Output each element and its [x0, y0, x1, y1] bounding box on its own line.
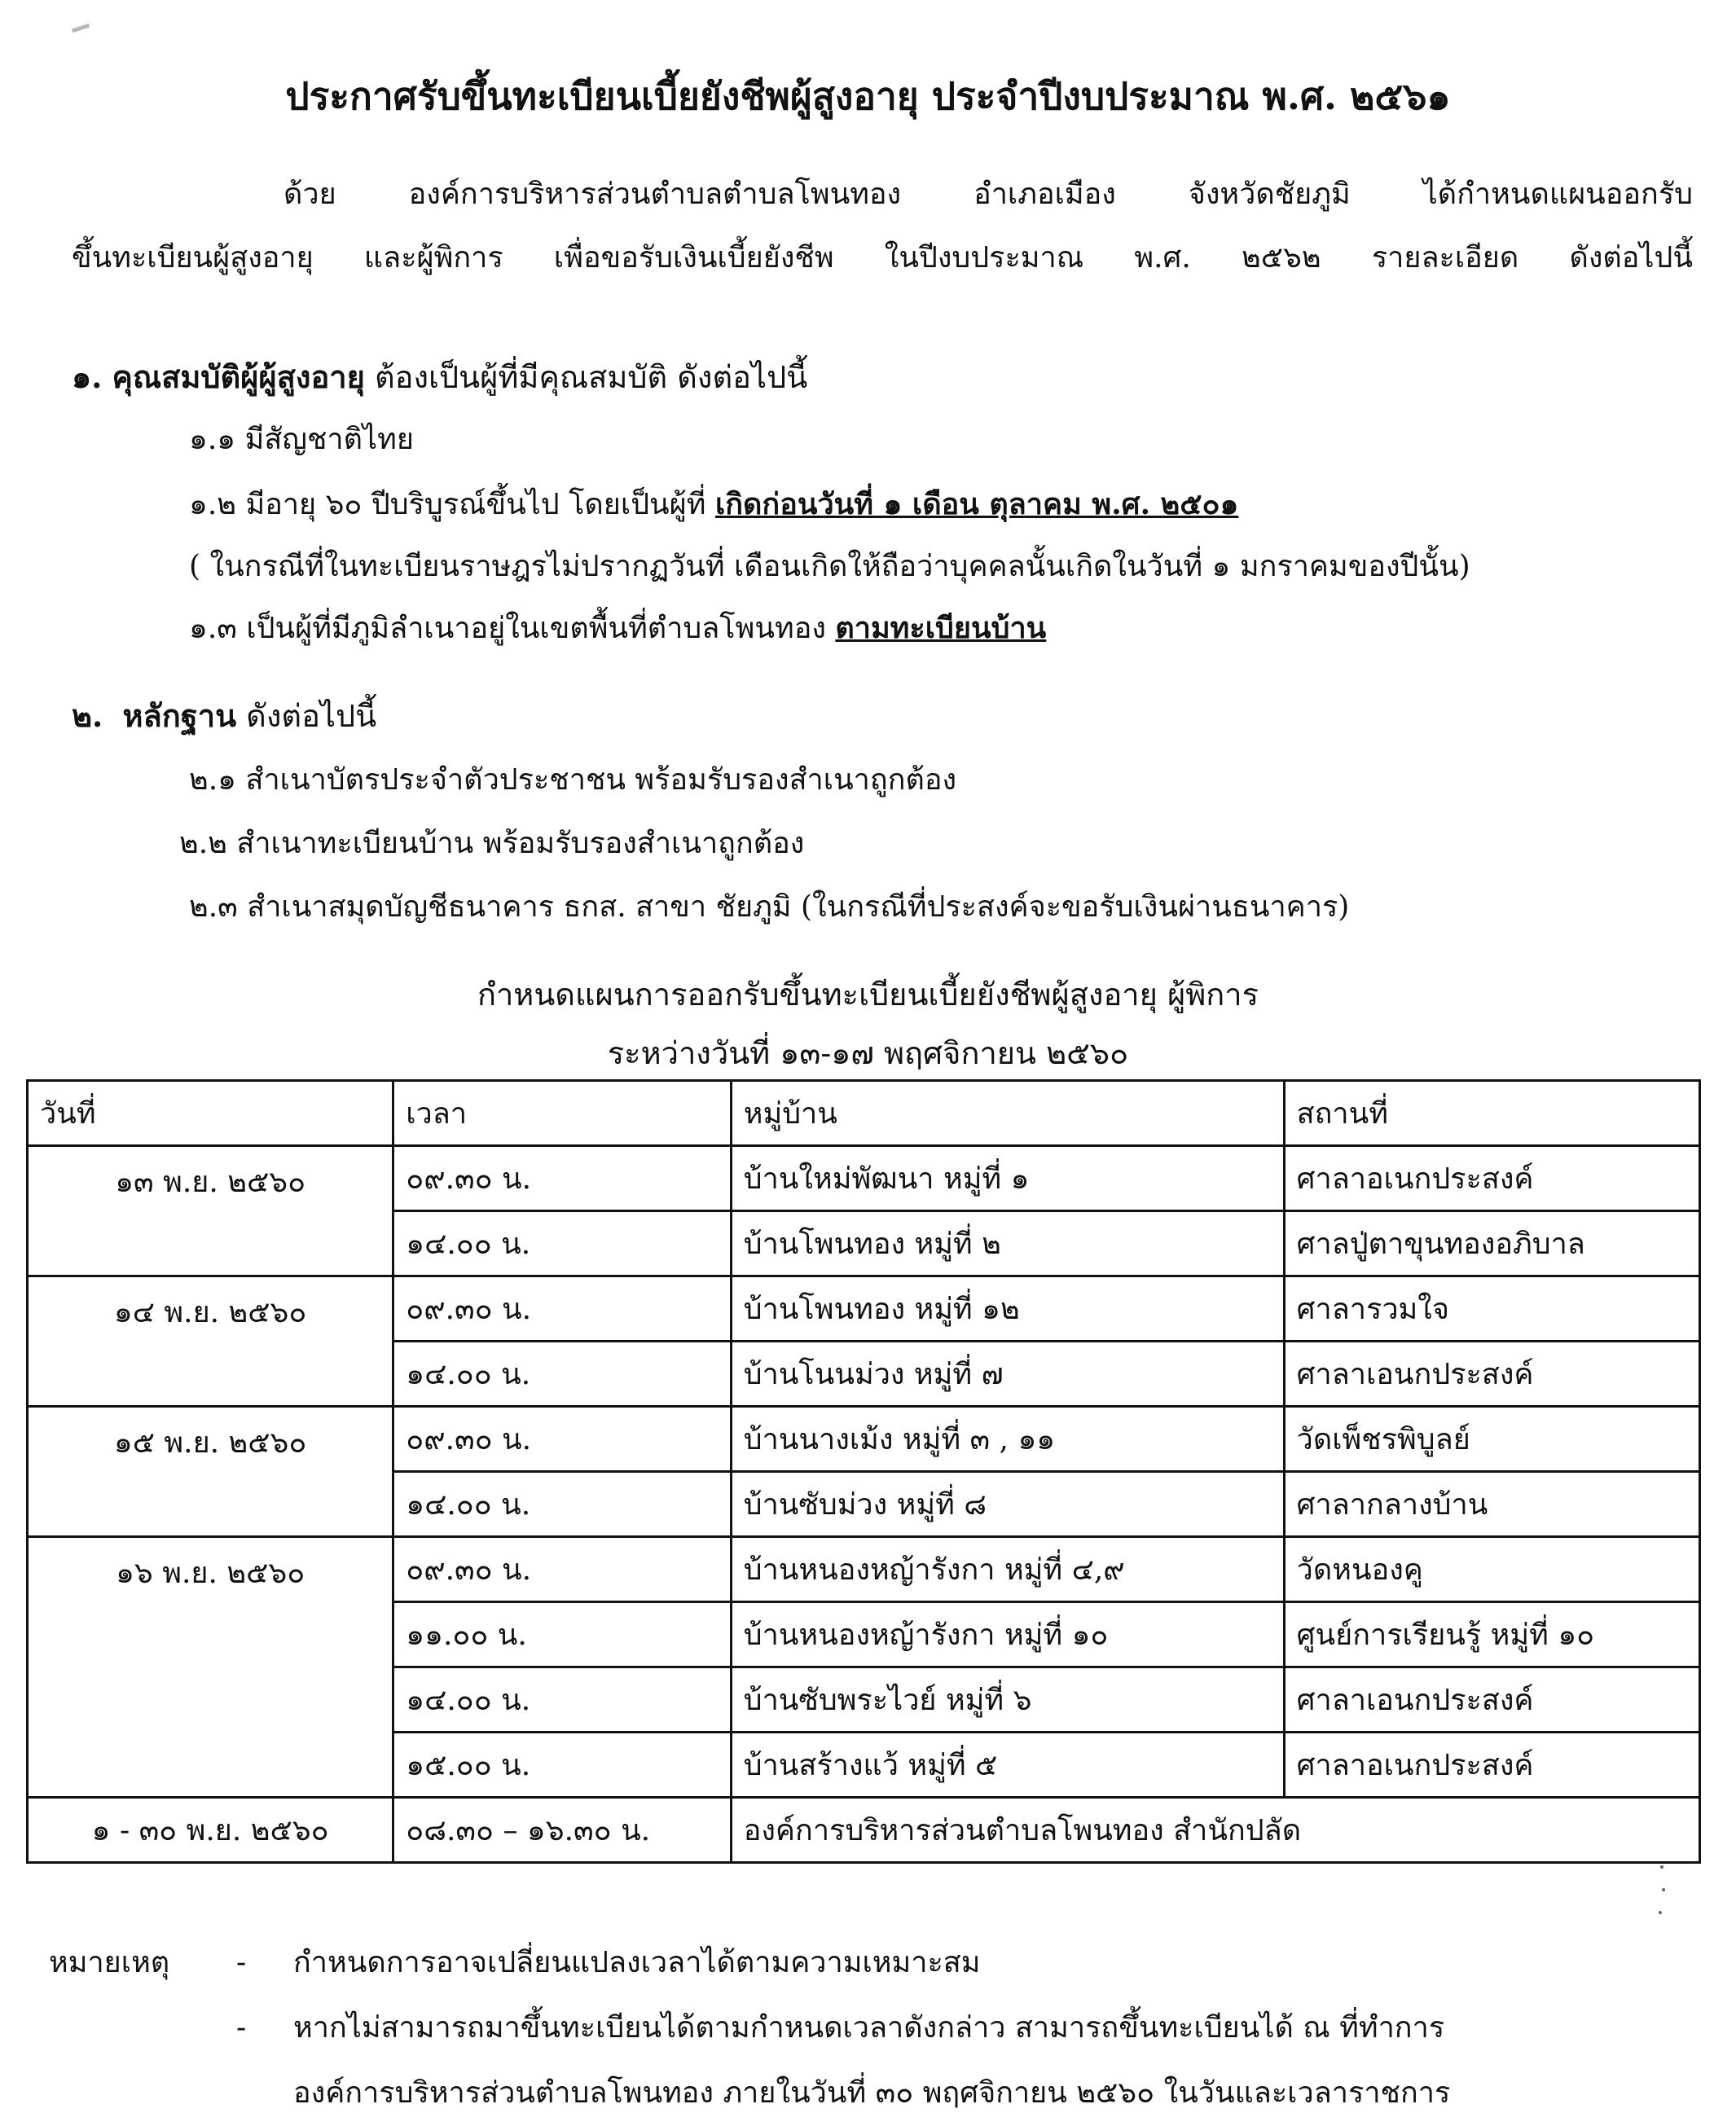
cell-village: บ้านซับม่วง หมู่ที่ ๘ — [731, 1472, 1284, 1537]
cell-village: บ้านโนนม่วง หมู่ที่ ๗ — [731, 1342, 1284, 1407]
section-2-heading — [72, 691, 376, 740]
schedule-title: กำหนดแผนการออกรับขึ้นทะเบียนเบี้ยยังชีพผู้สูงอายุ ผู้พิการ — [477, 977, 1259, 1012]
section-2-item-1: ๒.๑ สำเนาบัตรประจำตัวประชาชน พร้อมรับรองสำเนาถูกต้อง — [189, 763, 957, 797]
notes-dash-2: - — [236, 2011, 247, 2045]
cell-time: ๐๙.๓๐ น. — [393, 1276, 732, 1342]
cell-time: ๑๔.๐๐ น. — [393, 1667, 732, 1733]
cell-time: ๑๔.๐๐ น. — [393, 1211, 732, 1276]
header-place: สถานที่ — [1284, 1081, 1699, 1146]
cell-place: ศาลาอเนกประสงค์ — [1284, 1733, 1699, 1798]
section-1-item-2 — [189, 481, 1238, 527]
table-row — [28, 1146, 1700, 1211]
cell-date: ๑๓ พ.ย. ๒๕๖๐ — [28, 1146, 393, 1276]
cell-village: บ้านโพนทอง หมู่ที่ ๒ — [731, 1211, 1284, 1276]
section-2-number: ๒. — [72, 697, 103, 734]
cell-village: บ้านซับพระไวย์ หมู่ที่ ๖ — [731, 1667, 1284, 1733]
cell-place: องค์การบริหารส่วนตำบลโพนทอง สำนักปลัด — [731, 1798, 1699, 1863]
table-row — [28, 1276, 1700, 1342]
scan-speck — [1662, 1888, 1665, 1891]
intro-line-1: ด้วย องค์การบริหารส่วนตำบลตำบลโพนทอง อำเภอเมือง จังหวัดชัยภูมิ ได้กำหนดแผนออกรับ — [283, 178, 1693, 211]
intro-paragraph — [72, 163, 1693, 290]
schedule-subtitle: ระหว่างวันที่ ๑๓-๑๗ พฤศจิกายน ๒๕๖๐ — [607, 1035, 1129, 1071]
section-1-item-2-note: ( ในกรณีที่ในทะเบียนราษฎรไม่ปรากฏวันที่ เดือนเกิดให้ถือว่าบุคคลนั้นเกิดในวันที่ ๑ มกราคมของปีนั้น) — [189, 550, 1470, 583]
cell-place: วัดหนองคู — [1284, 1537, 1699, 1602]
cell-time: ๑๑.๐๐ น. — [393, 1602, 732, 1667]
cell-time: ๑๔.๐๐ น. — [393, 1472, 732, 1537]
section-2-item-3: ๒.๓ สำเนาสมุดบัญชีธนาคาร ธกส. สาขา ชัยภูมิ (ในกรณีที่ประสงค์จะขอรับเงินผ่านธนาคาร) — [189, 890, 1350, 924]
section-1-item-2-emphasis: เกิดก่อนวันที่ ๑ เดือน ตุลาคม พ.ศ. ๒๕๐๑ — [714, 487, 1239, 521]
section-1-item-3-text: ๑.๓ เป็นผู้ที่มีภูมิลำเนาอยู่ในเขตพื้นที่ตำบลโพนทอง — [189, 612, 836, 645]
cell-time: ๐๙.๓๐ น. — [393, 1146, 732, 1211]
cell-time: ๑๔.๐๐ น. — [393, 1342, 732, 1407]
header-village: หมู่บ้าน — [731, 1081, 1284, 1146]
cell-village: บ้านใหม่พัฒนา หมู่ที่ ๑ — [731, 1146, 1284, 1211]
cell-place: ศาลาเอนกประสงค์ — [1284, 1667, 1699, 1733]
cell-place: ศาลาเอนกประสงค์ — [1284, 1342, 1699, 1407]
scan-mark — [72, 24, 90, 33]
cell-place: วัดเพ็ชรพิบูลย์ — [1284, 1407, 1699, 1472]
table-header-row — [28, 1081, 1700, 1146]
table-row — [28, 1407, 1700, 1472]
cell-date: ๑๖ พ.ย. ๒๕๖๐ — [28, 1537, 393, 1798]
schedule-table — [26, 1079, 1701, 1864]
section-2-title: หลักฐาน — [122, 697, 237, 734]
intro-line-2: ขึ้นทะเบียนผู้สูงอายุ และผู้พิการ เพื่อขอรับเงินเบี้ยยังชีพ ในปีงบประมาณ พ.ศ. ๒๕๖๒ รายละเอียด ดังต่อไปนี้ — [72, 241, 1693, 275]
cell-date: ๑ - ๓๐ พ.ย. ๒๕๖๐ — [28, 1798, 393, 1863]
scan-speck — [1660, 1865, 1663, 1869]
note-2-line-2: องค์การบริหารส่วนตำบลโพนทอง ภายในวันที่ ๓๐ พฤศจิกายน ๒๕๖๐ ในวันและเวลาราชการ — [293, 2076, 1451, 2110]
header-date: วันที่ — [28, 1081, 393, 1146]
section-1-item-3-emphasis: ตามทะเบียนบ้าน — [835, 611, 1047, 645]
cell-time: ๑๕.๐๐ น. — [393, 1733, 732, 1798]
section-2-item-2: ๒.๒ สำเนาทะเบียนบ้าน พร้อมรับรองสำเนาถูกต้อง — [179, 827, 805, 860]
cell-place: ศาลาอเนกประสงค์ — [1284, 1146, 1699, 1211]
section-1-item-2-text: ๑.๒ มีอายุ ๖๐ ปีบริบูรณ์ขึ้นไป โดยเป็นผู้ที่ — [189, 488, 715, 521]
notes-dash-1: - — [236, 1946, 247, 1979]
cell-place: ศาลากลางบ้าน — [1284, 1472, 1699, 1537]
section-1-heading — [72, 352, 807, 402]
cell-village: บ้านนางเม้ง หมู่ที่ ๓ , ๑๑ — [731, 1407, 1284, 1472]
table-row-final — [28, 1798, 1700, 1863]
table-row — [28, 1537, 1700, 1602]
cell-place: ศาลารวมใจ — [1284, 1276, 1699, 1342]
cell-village: บ้านสร้างแว้ หมู่ที่ ๕ — [731, 1733, 1284, 1798]
document-title: ประกาศรับขึ้นทะเบียนเบี้ยยังชีพผู้สูงอายุ ประจำปีงบประมาณ พ.ศ. ๒๕๖๑ — [285, 74, 1451, 118]
cell-village: บ้านหนองหญ้ารังกา หมู่ที่ ๑๐ — [731, 1602, 1284, 1667]
cell-village: บ้านหนองหญ้ารังกา หมู่ที่ ๔,๙ — [731, 1537, 1284, 1602]
cell-time: ๐๙.๓๐ น. — [393, 1537, 732, 1602]
cell-date: ๑๕ พ.ย. ๒๕๖๐ — [28, 1407, 393, 1537]
cell-place: ศูนย์การเรียนรู้ หมู่ที่ ๑๐ — [1284, 1602, 1699, 1667]
section-1-title-rest: ต้องเป็นผู้ที่มีคุณสมบัติ ดังต่อไปนี้ — [364, 359, 808, 395]
scan-speck — [1659, 1911, 1662, 1914]
section-1-item-3 — [189, 604, 1046, 651]
cell-place: ศาลปู่ตาขุนทองอภิบาล — [1284, 1211, 1699, 1276]
cell-date: ๑๔ พ.ย. ๒๕๖๐ — [28, 1276, 393, 1407]
note-2-line-1: หากไม่สามารถมาขึ้นทะเบียนได้ตามกำหนดเวลาดังกล่าว สามารถขึ้นทะเบียนได้ ณ ที่ทำการ — [293, 2011, 1445, 2045]
notes-label: หมายเหตุ — [49, 1946, 170, 1979]
section-1-title: คุณสมบัติผู้ผู้สูงอายุ — [112, 358, 365, 395]
note-1: กำหนดการอาจเปลี่ยนแปลงเวลาได้ตามความเหมาะสม — [293, 1946, 981, 1979]
cell-time: ๐๘.๓๐ – ๑๖.๓๐ น. — [393, 1798, 732, 1863]
cell-village: บ้านโพนทอง หมู่ที่ ๑๒ — [731, 1276, 1284, 1342]
section-1-number: ๑. — [72, 358, 103, 395]
cell-time: ๐๙.๓๐ น. — [393, 1407, 732, 1472]
header-time: เวลา — [393, 1081, 732, 1146]
section-2-title-rest: ดังต่อไปนี้ — [236, 698, 377, 734]
section-1-item-1: ๑.๑ มีสัญชาติไทย — [189, 423, 414, 456]
